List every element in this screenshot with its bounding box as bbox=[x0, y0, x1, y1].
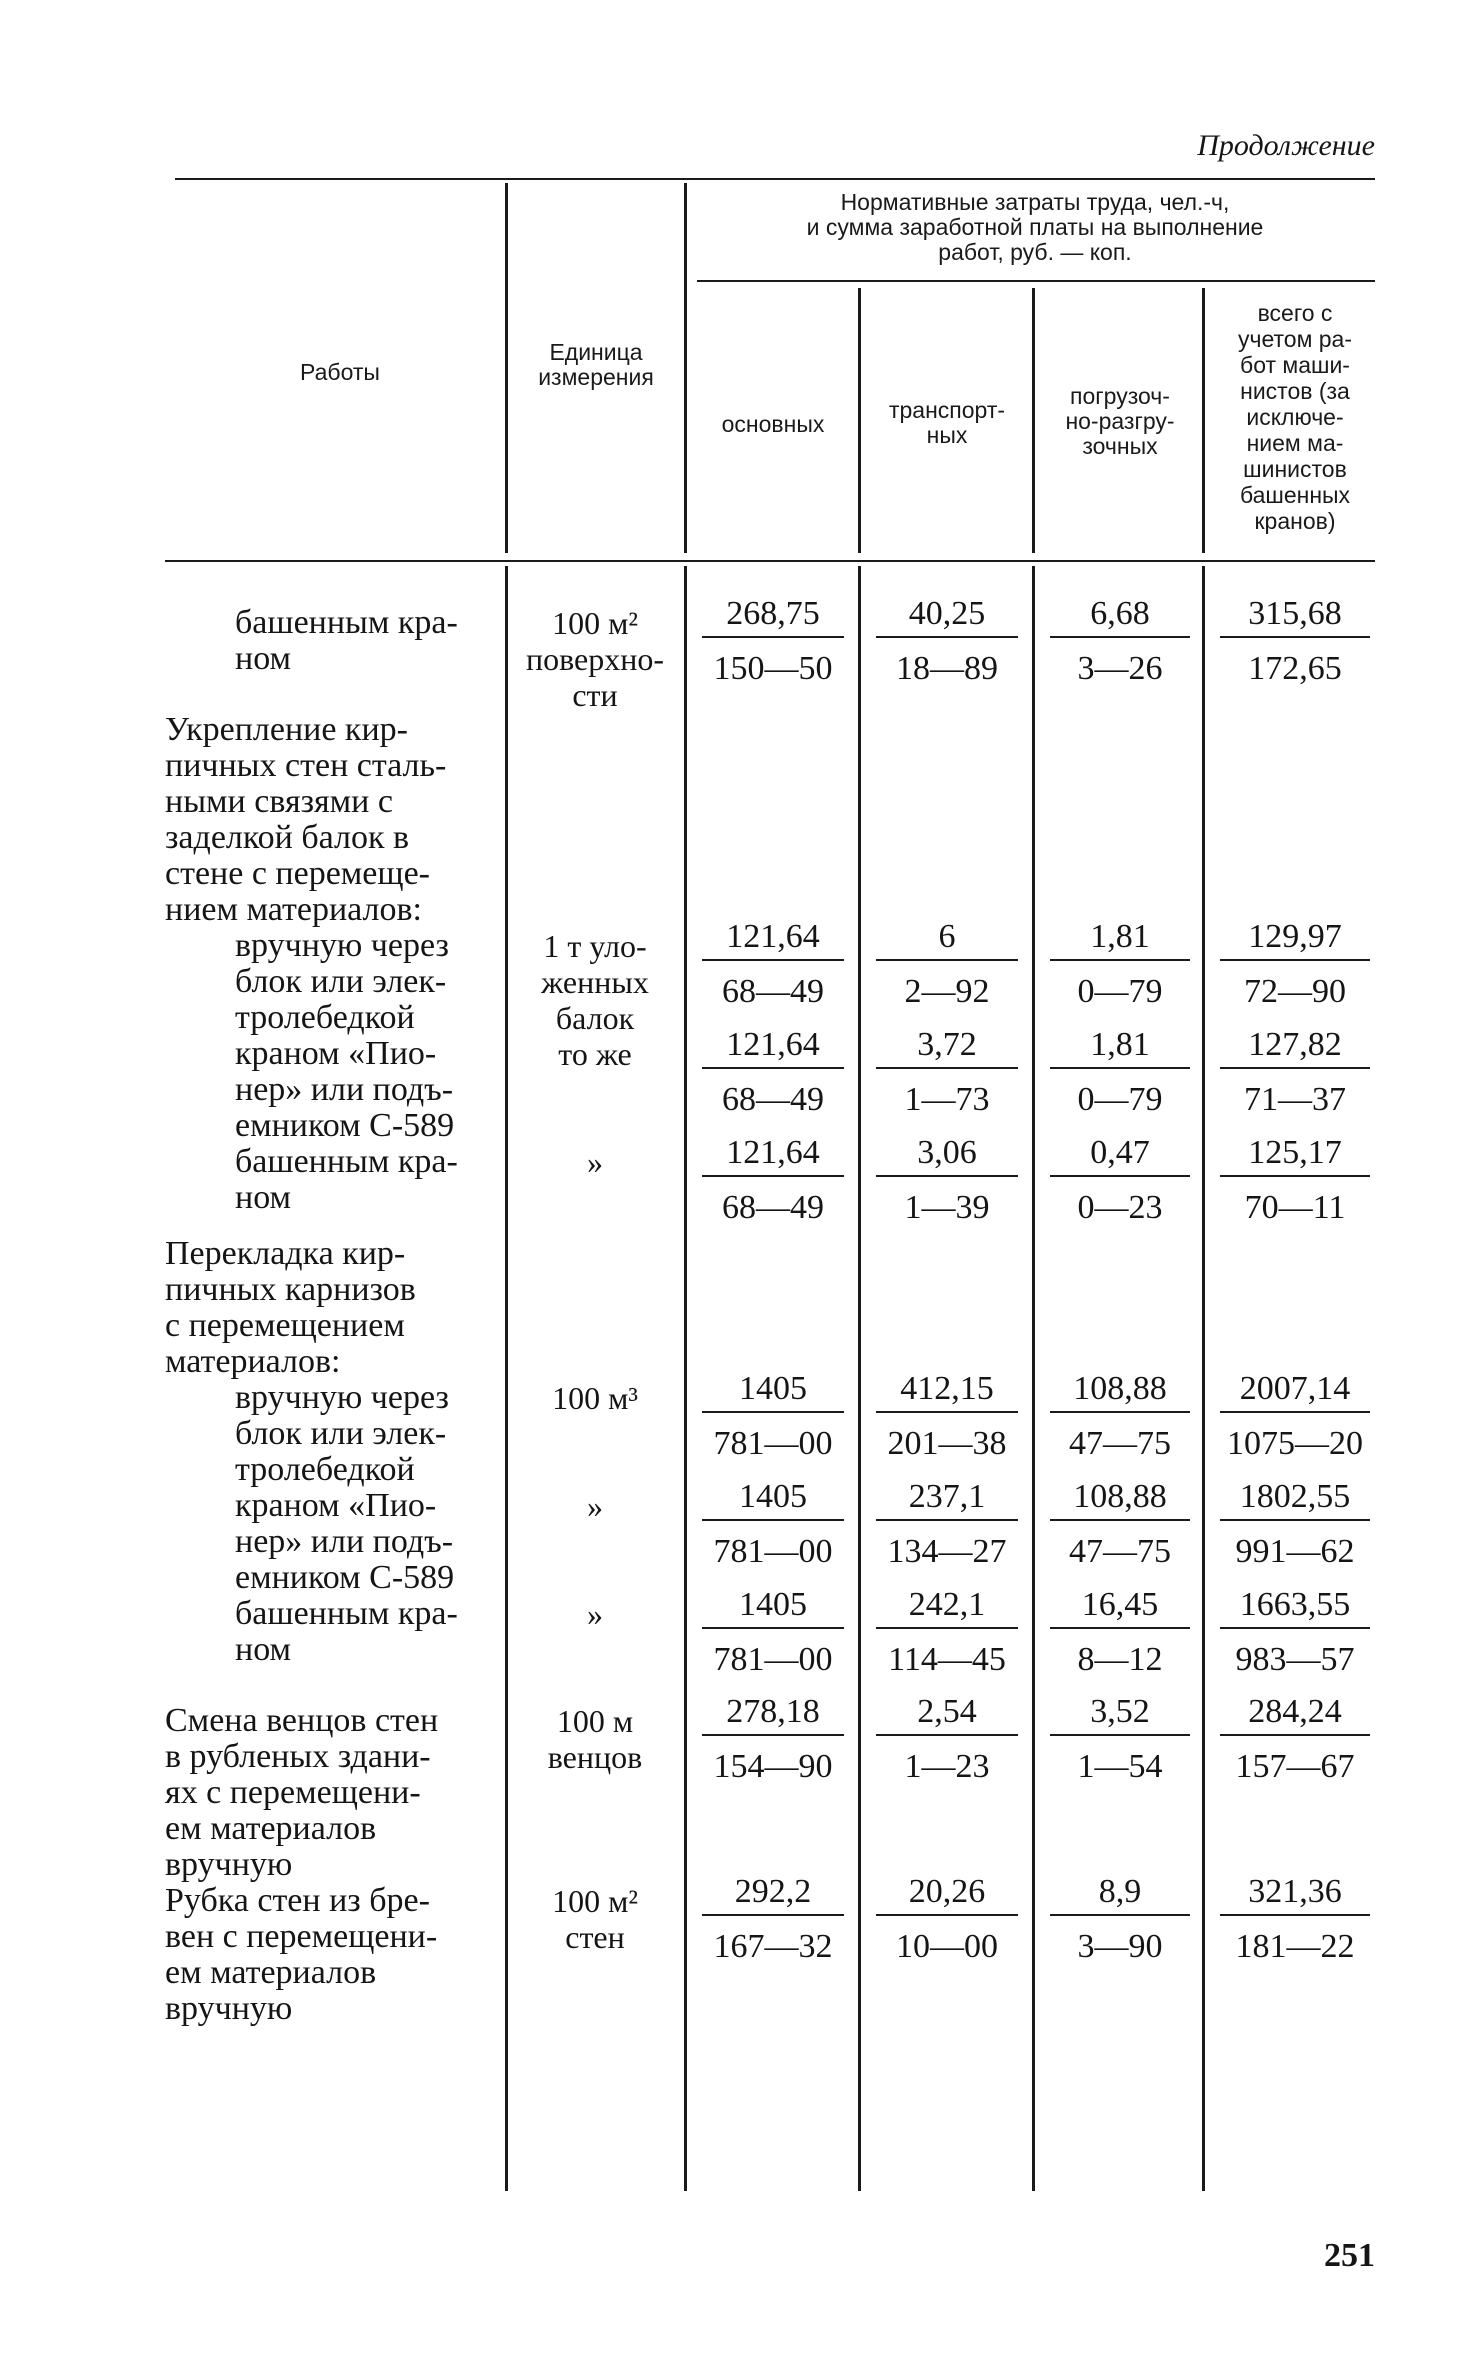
work-line: Укрепление кир- bbox=[165, 711, 408, 748]
fraction-bar bbox=[1050, 1914, 1190, 1916]
header-col-total-line: нистов (за bbox=[1240, 378, 1350, 404]
labour-value: 121,64 bbox=[726, 1026, 820, 1063]
header-col-transport bbox=[862, 398, 1032, 448]
cell-total bbox=[1206, 1367, 1384, 1465]
fraction-bar bbox=[702, 636, 844, 638]
fraction-bar bbox=[876, 1067, 1018, 1069]
labour-value: 412,15 bbox=[900, 1370, 994, 1407]
cell-loading bbox=[1036, 1583, 1204, 1681]
header-col-total-line: исключе- bbox=[1246, 404, 1344, 430]
column-rule-4 bbox=[1032, 288, 1035, 553]
cell-main bbox=[688, 1583, 858, 1681]
work-line: краном «Пио- bbox=[235, 1487, 437, 1524]
cell-transport bbox=[862, 1131, 1032, 1229]
unit-line: женных bbox=[541, 964, 649, 1000]
continuation-label: Продолжение bbox=[1197, 129, 1375, 162]
cell-main bbox=[688, 592, 858, 690]
cell-loading bbox=[1036, 592, 1204, 690]
fraction-bar bbox=[1050, 1519, 1190, 1521]
fraction-bar bbox=[702, 1411, 844, 1413]
labour-value: 1663,55 bbox=[1239, 1586, 1351, 1623]
table-top-rule bbox=[175, 178, 1375, 180]
fraction-bar bbox=[702, 959, 844, 961]
work-line: Рубка стен из бре- bbox=[165, 1882, 430, 1919]
fraction-bar bbox=[1220, 1411, 1370, 1413]
wage-value: 8—12 bbox=[1077, 1641, 1163, 1678]
unit-line: » bbox=[587, 1488, 603, 1524]
fraction-bar bbox=[702, 1519, 844, 1521]
header-col-transport-line: транспорт- bbox=[888, 397, 1006, 423]
work-line: вручную bbox=[165, 1846, 293, 1883]
labour-value: 6,68 bbox=[1090, 595, 1150, 632]
work-line: Перекладка кир- bbox=[165, 1235, 406, 1272]
header-col-total-line: нием ма- bbox=[1246, 430, 1344, 456]
fraction-bar bbox=[702, 1175, 844, 1177]
column-rule-1-body bbox=[505, 566, 508, 2191]
wage-value: 0—79 bbox=[1077, 973, 1163, 1010]
labour-value: 1802,55 bbox=[1239, 1478, 1351, 1515]
unit-line: венцов bbox=[547, 1739, 643, 1775]
cell-total bbox=[1206, 1690, 1384, 1788]
wage-value: 1—54 bbox=[1077, 1748, 1163, 1785]
work-line: вручную bbox=[165, 1990, 293, 2027]
cell-total bbox=[1206, 1475, 1384, 1573]
work-line: ях с перемещени- bbox=[165, 1774, 421, 1811]
wage-value: 134—27 bbox=[887, 1533, 1007, 1570]
work-line: вручную через bbox=[235, 1379, 449, 1416]
work-line: ном bbox=[235, 640, 292, 677]
labour-value: 121,64 bbox=[726, 918, 820, 955]
header-col-loading-line: но-разгру- bbox=[1065, 408, 1175, 434]
work-line: башенным кра- bbox=[235, 1143, 458, 1180]
wage-value: 114—45 bbox=[888, 1641, 1006, 1678]
wage-value: 172,65 bbox=[1248, 650, 1342, 687]
header-unit bbox=[508, 340, 684, 390]
wage-value: 1—73 bbox=[904, 1081, 990, 1118]
work-line: башенным кра- bbox=[235, 1595, 458, 1632]
work-line: емником С-589 bbox=[235, 1559, 455, 1596]
wage-value: 68—49 bbox=[722, 1081, 824, 1118]
work-line: нер» или подъ- bbox=[235, 1071, 454, 1108]
cell-loading bbox=[1036, 1475, 1204, 1573]
cell-transport bbox=[862, 915, 1032, 1013]
wage-value: 72—90 bbox=[1244, 973, 1346, 1010]
header-col-main: основных bbox=[721, 411, 825, 437]
column-rule-2 bbox=[684, 183, 687, 553]
wage-value: 1—39 bbox=[904, 1189, 990, 1226]
cell-total bbox=[1206, 592, 1384, 690]
unit-line: балок bbox=[555, 1000, 635, 1036]
unit-line: 100 м² bbox=[552, 605, 638, 641]
work-line: в рубленых здани- bbox=[165, 1738, 431, 1775]
labour-value: 40,25 bbox=[908, 595, 986, 632]
unit-line: стен bbox=[565, 1919, 625, 1955]
work-line: емником С-589 bbox=[235, 1107, 455, 1144]
labour-value: 321,36 bbox=[1248, 1873, 1342, 1910]
fraction-bar bbox=[876, 1175, 1018, 1177]
fraction-bar bbox=[1050, 1627, 1190, 1629]
wage-value: 201—38 bbox=[887, 1425, 1007, 1462]
unit-line: то же bbox=[558, 1036, 632, 1072]
page-number: 251 bbox=[1324, 2237, 1375, 2274]
unit-line: 100 м² bbox=[552, 1883, 638, 1919]
cell-main bbox=[688, 1870, 858, 1968]
work-line: блок или элек- bbox=[235, 963, 447, 1000]
header-col-loading-line: зочных bbox=[1082, 433, 1158, 459]
cell-transport bbox=[862, 1690, 1032, 1788]
work-line: с перемещением bbox=[165, 1307, 405, 1344]
labour-value: 3,06 bbox=[917, 1134, 977, 1171]
fraction-bar bbox=[876, 636, 1018, 638]
fraction-bar bbox=[876, 1914, 1018, 1916]
labour-value: 1,81 bbox=[1090, 918, 1150, 955]
work-line: нием материалов: bbox=[165, 891, 422, 928]
wage-value: 10—00 bbox=[896, 1928, 998, 1965]
wage-value: 3—90 bbox=[1077, 1928, 1163, 1965]
cell-transport bbox=[862, 1023, 1032, 1121]
cell-transport bbox=[862, 1870, 1032, 1968]
cell-total bbox=[1206, 1870, 1384, 1968]
wage-value: 2—92 bbox=[904, 973, 990, 1010]
labour-value: 8,9 bbox=[1098, 1873, 1142, 1910]
column-rule-2-body bbox=[684, 566, 687, 2191]
cell-transport bbox=[862, 1475, 1032, 1573]
cell-total bbox=[1206, 1131, 1384, 1229]
labour-value: 108,88 bbox=[1073, 1370, 1167, 1407]
fraction-bar bbox=[876, 959, 1018, 961]
cell-total bbox=[1206, 1583, 1384, 1681]
fraction-bar bbox=[1220, 1067, 1370, 1069]
header-group-line: работ, руб. — коп. bbox=[938, 239, 1132, 265]
wage-value: 71—37 bbox=[1244, 1081, 1346, 1118]
unit-line: поверхно- bbox=[525, 641, 665, 677]
cell-main bbox=[688, 1023, 858, 1121]
cell-loading bbox=[1036, 1023, 1204, 1121]
wage-value: 1075—20 bbox=[1227, 1425, 1363, 1462]
work-line: вручную через bbox=[235, 927, 449, 964]
cell-loading bbox=[1036, 1870, 1204, 1968]
fraction-bar bbox=[1050, 1411, 1190, 1413]
fraction-bar bbox=[1220, 1914, 1370, 1916]
header-col-loading bbox=[1036, 384, 1204, 459]
wage-value: 18—89 bbox=[896, 650, 998, 687]
wage-value: 0—23 bbox=[1077, 1189, 1163, 1226]
unit-line: 100 м bbox=[556, 1703, 634, 1739]
header-unit-line: измерения bbox=[538, 364, 654, 390]
header-bottom-rule bbox=[165, 560, 1375, 562]
work-line: тролебедкой bbox=[235, 1451, 415, 1488]
header-col-total-line: кранов) bbox=[1254, 508, 1336, 534]
group-header-rule bbox=[697, 280, 1375, 282]
fraction-bar bbox=[702, 1914, 844, 1916]
wage-value: 167—32 bbox=[713, 1928, 833, 1965]
header-col-transport-line: ных bbox=[926, 422, 968, 448]
cell-main bbox=[688, 1131, 858, 1229]
header-col-total-line: башенных bbox=[1239, 482, 1351, 508]
fraction-bar bbox=[876, 1411, 1018, 1413]
fraction-bar bbox=[1220, 1627, 1370, 1629]
fraction-bar bbox=[1050, 959, 1190, 961]
header-col-total-line: шинистов bbox=[1243, 456, 1347, 482]
labour-value: 1405 bbox=[739, 1586, 807, 1623]
labour-value: 16,45 bbox=[1081, 1586, 1159, 1623]
fraction-bar bbox=[876, 1627, 1018, 1629]
unit-line: сти bbox=[572, 677, 618, 713]
work-line: Смена венцов стен bbox=[165, 1702, 439, 1739]
labour-value: 292,2 bbox=[734, 1873, 812, 1910]
labour-value: 2,54 bbox=[917, 1693, 977, 1730]
header-col-total-line: бот маши- bbox=[1240, 352, 1350, 378]
cell-loading bbox=[1036, 1367, 1204, 1465]
wage-value: 3—26 bbox=[1077, 650, 1163, 687]
cell-loading bbox=[1036, 915, 1204, 1013]
unit-line: 1 т уло- bbox=[543, 928, 647, 964]
unit-line: » bbox=[587, 1144, 603, 1180]
cell-transport bbox=[862, 592, 1032, 690]
work-line: ем материалов bbox=[165, 1954, 377, 1991]
labour-value: 1405 bbox=[739, 1478, 807, 1515]
header-col-total-line: всего с bbox=[1257, 300, 1333, 326]
wage-value: 983—57 bbox=[1235, 1641, 1355, 1678]
labour-value: 20,26 bbox=[908, 1873, 986, 1910]
cell-loading bbox=[1036, 1131, 1204, 1229]
header-group-line: Нормативные затраты труда, чел.-ч, bbox=[840, 189, 1230, 215]
work-line: ными связями с bbox=[165, 783, 393, 820]
cell-main bbox=[688, 1475, 858, 1573]
cell-main bbox=[688, 1690, 858, 1788]
fraction-bar bbox=[1220, 636, 1370, 638]
fraction-bar bbox=[1220, 1519, 1370, 1521]
wage-value: 68—49 bbox=[722, 973, 824, 1010]
labour-value: 237,1 bbox=[908, 1478, 986, 1515]
wage-value: 181—22 bbox=[1235, 1928, 1355, 1965]
labour-value: 1,81 bbox=[1090, 1026, 1150, 1063]
labour-value: 125,17 bbox=[1248, 1134, 1342, 1171]
cell-main bbox=[688, 1367, 858, 1465]
cell-transport bbox=[862, 1367, 1032, 1465]
wage-value: 154—90 bbox=[713, 1748, 833, 1785]
work-line: заделкой балок в bbox=[165, 819, 410, 856]
work-line: ном bbox=[235, 1631, 292, 1668]
fraction-bar bbox=[702, 1734, 844, 1736]
header-col-total-line: учетом ра- bbox=[1237, 326, 1353, 352]
work-line: пичных карнизов bbox=[165, 1271, 416, 1308]
wage-value: 70—11 bbox=[1244, 1189, 1346, 1226]
labour-value: 315,68 bbox=[1248, 595, 1342, 632]
fraction-bar bbox=[702, 1067, 844, 1069]
work-line: вен с перемещени- bbox=[165, 1918, 438, 1955]
work-line: краном «Пио- bbox=[235, 1035, 437, 1072]
labour-value: 129,97 bbox=[1248, 918, 1342, 955]
header-col-total bbox=[1206, 300, 1384, 534]
wage-value: 781—00 bbox=[713, 1533, 833, 1570]
work-line: ном bbox=[235, 1179, 292, 1216]
column-rule-4-body bbox=[1032, 566, 1035, 2191]
cell-main bbox=[688, 915, 858, 1013]
labour-value: 242,1 bbox=[908, 1586, 986, 1623]
header-works: Работы bbox=[300, 359, 380, 385]
fraction-bar bbox=[876, 1734, 1018, 1736]
labour-value: 268,75 bbox=[726, 595, 820, 632]
wage-value: 0—79 bbox=[1077, 1081, 1163, 1118]
wage-value: 781—00 bbox=[713, 1425, 833, 1462]
wage-value: 157—67 bbox=[1235, 1748, 1355, 1785]
header-col-loading-line: погрузоч- bbox=[1070, 383, 1170, 409]
labour-value: 3,52 bbox=[1090, 1693, 1150, 1730]
fraction-bar bbox=[1220, 1175, 1370, 1177]
wage-value: 1—23 bbox=[904, 1748, 990, 1785]
header-group bbox=[690, 190, 1380, 265]
wage-value: 68—49 bbox=[722, 1189, 824, 1226]
cell-total bbox=[1206, 1023, 1384, 1121]
labour-value: 6 bbox=[938, 918, 956, 955]
fraction-bar bbox=[1220, 1734, 1370, 1736]
fraction-bar bbox=[702, 1627, 844, 1629]
labour-value: 127,82 bbox=[1248, 1026, 1342, 1063]
unit-line: » bbox=[587, 1596, 603, 1632]
wage-value: 781—00 bbox=[713, 1641, 833, 1678]
labour-value: 278,18 bbox=[726, 1693, 820, 1730]
wage-value: 150—50 bbox=[713, 650, 833, 687]
fraction-bar bbox=[876, 1519, 1018, 1521]
work-line: тролебедкой bbox=[235, 999, 415, 1036]
labour-value: 3,72 bbox=[917, 1026, 977, 1063]
fraction-bar bbox=[1050, 636, 1190, 638]
unit-line: 100 м³ bbox=[552, 1380, 638, 1416]
column-rule-3 bbox=[858, 288, 861, 553]
fraction-bar bbox=[1050, 1734, 1190, 1736]
fraction-bar bbox=[1220, 959, 1370, 961]
labour-value: 2007,14 bbox=[1239, 1370, 1351, 1407]
cell-total bbox=[1206, 915, 1384, 1013]
fraction-bar bbox=[1050, 1067, 1190, 1069]
work-line: ем материалов bbox=[165, 1810, 377, 1847]
work-line: пичных стен сталь- bbox=[165, 747, 447, 784]
fraction-bar bbox=[1050, 1175, 1190, 1177]
cell-loading bbox=[1036, 1690, 1204, 1788]
labour-value: 108,88 bbox=[1073, 1478, 1167, 1515]
labour-value: 121,64 bbox=[726, 1134, 820, 1171]
labour-value: 284,24 bbox=[1248, 1693, 1342, 1730]
work-line: башенным кра- bbox=[235, 604, 458, 641]
wage-value: 991—62 bbox=[1235, 1533, 1355, 1570]
header-group-line: и сумма заработной платы на выполнение bbox=[806, 214, 1264, 240]
labour-value: 1405 bbox=[739, 1370, 807, 1407]
work-line: блок или элек- bbox=[235, 1415, 447, 1452]
work-line: стене с перемеще- bbox=[165, 855, 430, 892]
wage-value: 47—75 bbox=[1069, 1425, 1171, 1462]
labour-value: 0,47 bbox=[1090, 1134, 1150, 1171]
work-line: нер» или подъ- bbox=[235, 1523, 454, 1560]
column-rule-3-body bbox=[858, 566, 861, 2191]
work-line: материалов: bbox=[165, 1343, 341, 1380]
cell-transport bbox=[862, 1583, 1032, 1681]
header-unit-line: Единица bbox=[549, 339, 643, 365]
wage-value: 47—75 bbox=[1069, 1533, 1171, 1570]
